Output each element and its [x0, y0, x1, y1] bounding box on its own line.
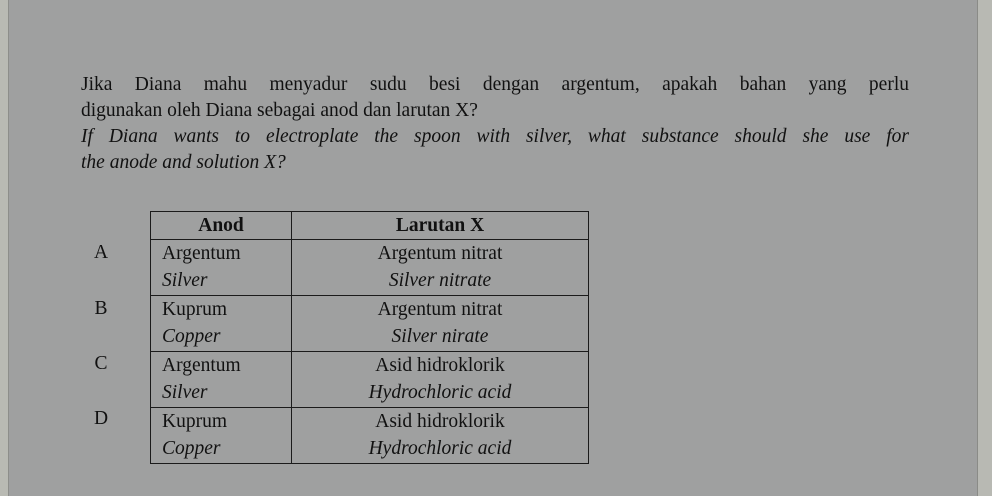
anode-cell	[151, 408, 292, 464]
option-label-d[interactable]: D	[93, 408, 109, 429]
anode-english: Copper	[162, 326, 221, 347]
question-english-line-2: the anode and solution X?	[81, 152, 286, 173]
anode-cell	[151, 240, 292, 296]
solution-english: Hydrochloric acid	[368, 382, 512, 403]
solution-cell	[292, 296, 589, 352]
solution-english: Silver nirate	[391, 326, 489, 347]
options-table	[150, 211, 589, 464]
solution-english: Silver nitrate	[388, 270, 492, 291]
anode-english: Silver	[162, 382, 208, 403]
table-header-row	[151, 212, 589, 240]
solution-english: Hydrochloric acid	[368, 438, 512, 459]
table-row[interactable]	[151, 240, 589, 296]
table-row[interactable]	[151, 296, 589, 352]
option-label-b[interactable]: B	[94, 298, 108, 319]
solution-cell	[292, 352, 589, 408]
table-row[interactable]	[151, 352, 589, 408]
question-malay-line-1: Jika Diana mahu menyadur sudu besi dengan argentum, apakah bahan yang perlu	[81, 74, 909, 95]
anode-malay: Kuprum	[162, 411, 227, 432]
question-english-line-1: If Diana wants to electroplate the spoon with silver, what substance should she use for	[81, 126, 909, 147]
solution-malay: Argentum nitrat	[377, 299, 503, 320]
page-edge-right	[977, 0, 992, 496]
solution-cell	[292, 240, 589, 296]
anode-malay: Argentum	[162, 243, 241, 264]
header-anode: Anod	[151, 212, 292, 240]
page-edge-left	[0, 0, 9, 496]
anode-malay: Kuprum	[162, 299, 227, 320]
solution-malay: Argentum nitrat	[377, 243, 503, 264]
table-row[interactable]	[151, 408, 589, 464]
option-label-c[interactable]: C	[94, 353, 108, 374]
solution-malay: Asid hidroklorik	[375, 355, 505, 376]
question-malay-line-2: digunakan oleh Diana sebagai anod dan larutan X?	[81, 100, 478, 121]
anode-english: Silver	[162, 270, 208, 291]
solution-cell	[292, 408, 589, 464]
solution-malay: Asid hidroklorik	[375, 411, 505, 432]
anode-english: Copper	[162, 438, 221, 459]
question-text	[81, 72, 909, 176]
anode-cell	[151, 352, 292, 408]
anode-cell	[151, 296, 292, 352]
header-solution: Larutan X	[292, 212, 589, 240]
option-label-a[interactable]: A	[93, 242, 109, 263]
anode-malay: Argentum	[162, 355, 241, 376]
